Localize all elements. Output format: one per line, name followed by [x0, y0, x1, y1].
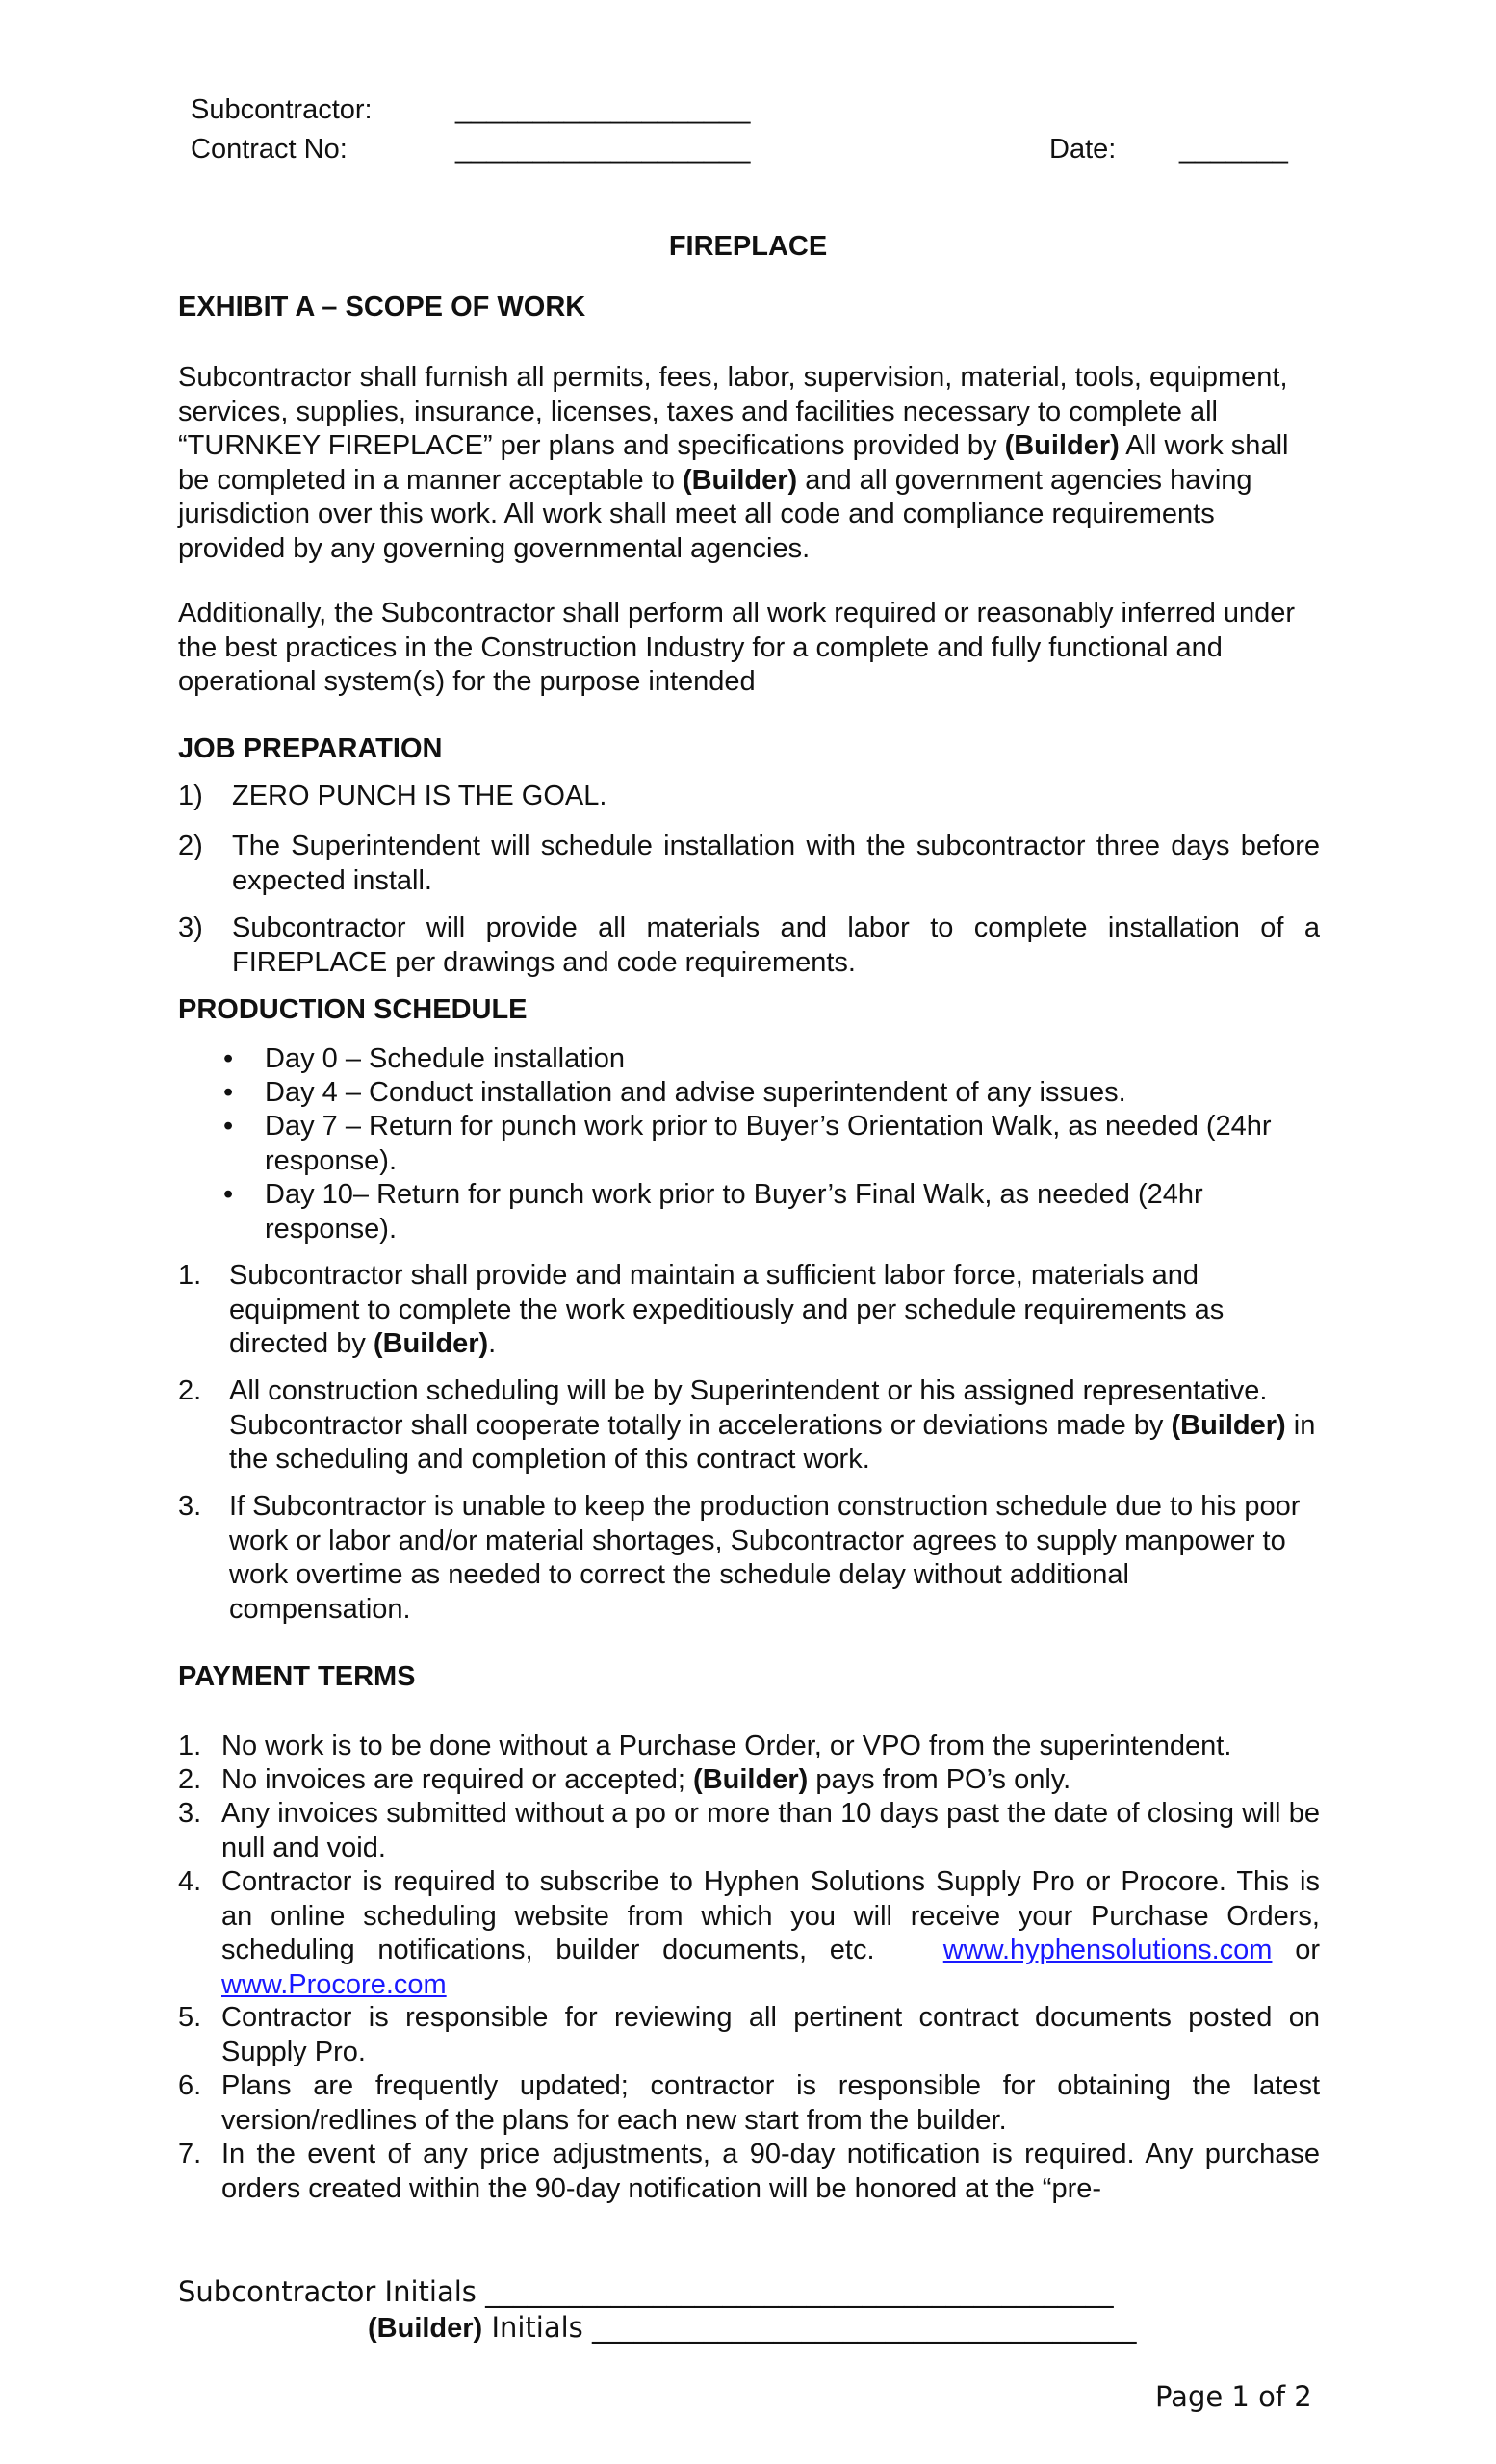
- builder-ref: (Builder): [1004, 430, 1120, 461]
- list-text: Subcontractor shall provide and maintain a sufficient labor force, materials and equipment to complete the work expeditiously and per schedule requirements as directed by: [229, 1260, 1225, 1359]
- builder-ref: (Builder): [373, 1328, 489, 1359]
- procore-link[interactable]: www.Procore.com: [221, 1968, 447, 2000]
- list-text: Subcontractor will provide all materials and labor to complete installation of a FIREPLACE per drawings and code requirements.: [232, 912, 1320, 978]
- intro-paragraph-2: Additionally, the Subcontractor shall perform all work required or reasonably inferred under the best practices in the Construction Industry for a complete and fully functional and operational system(s) for the purpose intended: [178, 598, 1296, 697]
- job-preparation-heading: JOB PREPARATION: [178, 733, 443, 764]
- bullet-icon: •: [223, 1179, 234, 1210]
- subcontractor-blank[interactable]: ___________________: [455, 94, 751, 125]
- intro-text-a: Subcontractor shall furnish all permits, fees, labor, supervision, material, tools, equipment, services, supplies, insurance, licenses, taxes and facilities necessary to complete all “TURNKEY FIREPLACE” per plans and specifications provided by: [178, 362, 1288, 461]
- document-title: FIREPLACE: [668, 231, 828, 262]
- list-text: The Superintendent will schedule installation with the subcontractor three days before expected install.: [232, 831, 1320, 896]
- subcontractor-initials-field[interactable]: _____________________________________________: [485, 2275, 1114, 2308]
- bullet-text: Day 7 – Return for punch work prior to Buyer’s Orientation Walk, as needed (24hr response).: [265, 1111, 1272, 1176]
- list-text: No work is to be done without a Purchase Order, or VPO from the superintendent.: [221, 1731, 1232, 1761]
- builder-initials-row: [368, 2310, 1137, 2346]
- subcontractor-initials-row: [178, 2274, 1114, 2309]
- list-number: 1.: [178, 1260, 202, 1291]
- date-blank[interactable]: _______: [1179, 134, 1288, 165]
- list-text: In the event of any price adjustments, a 90-day notification is required. Any purchase orders created within the 90-day notification will be honored at the “pre-: [221, 2139, 1320, 2204]
- list-number: 1): [178, 781, 203, 811]
- intro-paragraph-1: [178, 361, 1324, 566]
- list-text-or: or: [1295, 1935, 1321, 1965]
- list-text: All construction scheduling will be by Superintendent or his assigned representative. Subcontractor shall cooperate totally in accelerations or deviations made by: [229, 1375, 1268, 1441]
- list-text: If Subcontractor is unable to keep the production construction schedule due to his poor work or labor and/or material shortages, Subcontractor agrees to supply manpower to work overtime as needed to correct the schedule delay without additional compensation.: [229, 1491, 1301, 1625]
- page-number: Page 1 of 2: [1155, 2380, 1312, 2413]
- list-number: 4.: [178, 1866, 202, 1897]
- list-number: 7.: [178, 2139, 202, 2169]
- intro-text-c: and all government agencies having jurisdiction over this work. All work shall meet all code and compliance requirements provided by any governing governmental agencies.: [178, 464, 1252, 564]
- list-text-end: in the scheduling and completion of this contract work.: [229, 1409, 1316, 1475]
- builder-ref: (Builder): [1171, 1409, 1286, 1441]
- list-text: No invoices are required or accepted;: [221, 1764, 694, 1795]
- list-number: 1.: [178, 1731, 202, 1761]
- bullet-text: Day 4 – Conduct installation and advise superintendent of any issues.: [265, 1077, 1126, 1108]
- production-schedule-heading: PRODUCTION SCHEDULE: [178, 994, 528, 1025]
- list-number: 3.: [178, 1798, 202, 1829]
- subcontractor-label: Subcontractor:: [191, 94, 373, 125]
- contract-no-label: Contract No:: [191, 134, 348, 165]
- builder-initials-label: Initials: [491, 2311, 583, 2344]
- list-number: 5.: [178, 2002, 202, 2033]
- list-number: 2): [178, 831, 203, 861]
- subcontractor-initials-label: Subcontractor Initials: [178, 2275, 477, 2308]
- bullet-text: Day 10– Return for punch work prior to Buyer’s Final Walk, as needed (24hr response).: [265, 1179, 1203, 1245]
- date-label: Date:: [1049, 134, 1117, 165]
- bullet-text: Day 0 – Schedule installation: [265, 1043, 626, 1074]
- list-text: Contractor is responsible for reviewing all pertinent contract documents posted on Supply Pro.: [221, 2002, 1320, 2067]
- exhibit-heading: EXHIBIT A – SCOPE OF WORK: [178, 292, 586, 322]
- list-number: 3): [178, 912, 203, 943]
- bullet-icon: •: [223, 1077, 234, 1108]
- list-number: 2.: [178, 1764, 202, 1795]
- payment-terms-heading: PAYMENT TERMS: [178, 1661, 416, 1692]
- builder-initials-field[interactable]: _______________________________________: [592, 2311, 1137, 2344]
- contract-no-blank[interactable]: ___________________: [455, 134, 751, 165]
- list-number: 2.: [178, 1375, 202, 1406]
- list-text: Plans are frequently updated; contractor is responsible for obtaining the latest version/redlines of the plans for each new start from the builder.: [221, 2070, 1320, 2136]
- list-number: 6.: [178, 2070, 202, 2101]
- list-text: Any invoices submitted without a po or more than 10 days past the date of closing will be null and void.: [221, 1798, 1320, 1863]
- list-text-end: pays from PO’s only.: [808, 1764, 1071, 1795]
- list-text: ZERO PUNCH IS THE GOAL.: [232, 781, 607, 811]
- list-text: Contractor is required to subscribe to Hyphen Solutions Supply Pro or Procore. This is an online scheduling website from which you will receive your Purchase Orders, scheduling notifications, builder documents, etc.: [221, 1866, 1320, 1965]
- intro-text-b: All work shall be completed in a manner acceptable to: [178, 430, 1289, 496]
- bullet-icon: •: [223, 1043, 234, 1074]
- bullet-icon: •: [223, 1111, 234, 1142]
- hyphensolutions-link[interactable]: www.hyphensolutions.com: [942, 1935, 1273, 1965]
- list-text-end: .: [488, 1328, 497, 1359]
- builder-ref: (Builder): [682, 464, 798, 496]
- builder-initials-builder: (Builder): [368, 2313, 483, 2344]
- list-number: 3.: [178, 1491, 202, 1522]
- builder-ref: (Builder): [693, 1764, 809, 1795]
